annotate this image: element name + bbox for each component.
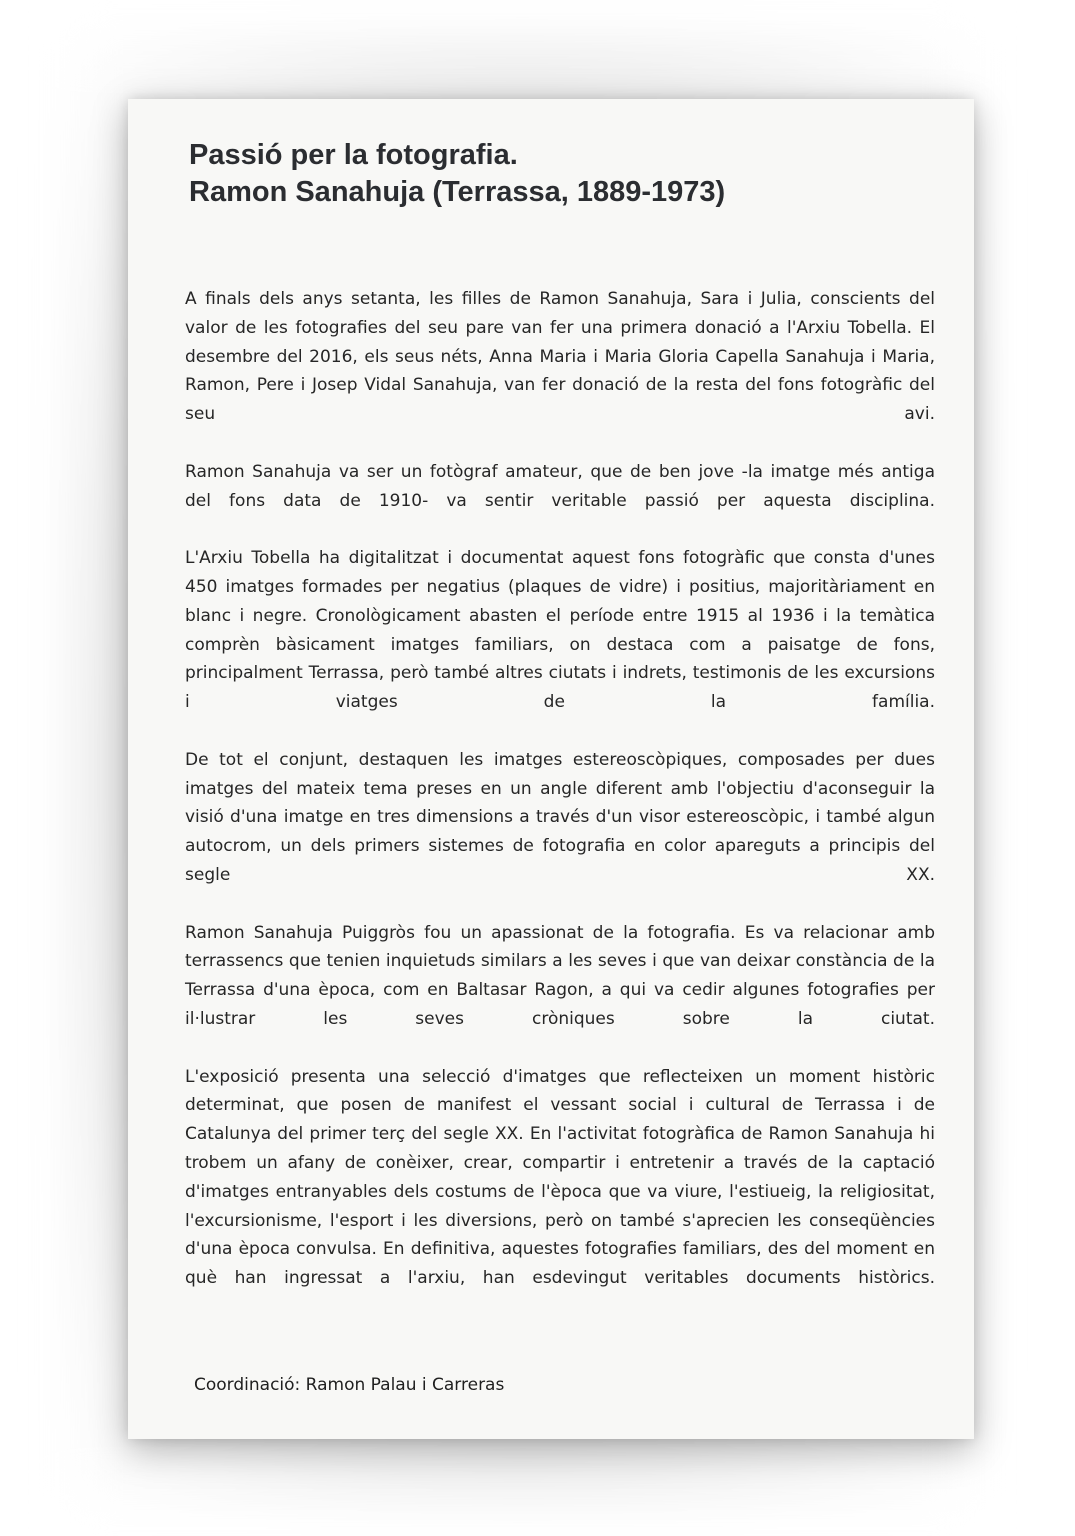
panel-body (185, 285, 935, 1322)
exhibition-text-panel (128, 99, 974, 1439)
coordination-credit: Coordinació: Ramon Palau i Carreras (194, 1375, 505, 1395)
paragraph-donation: A finals dels anys setanta, les filles de Ramon Sanahuja, Sara i Julia, conscients del valor de les fotografies del seu pare van fer una primera donació a l'Arxiu Tobella. El desembre del 2016, els seus néts, Anna Maria i Maria Gloria Capella Sanahuja i Maria, Ramon, Pere i Josep Vidal Sanahuja, van fer donació de la resta del fons fotogràfic del seu avi. (185, 289, 935, 425)
title-line-1: Passió per la fotografia. (189, 139, 518, 171)
panel-title (189, 137, 725, 211)
paragraph-stereoscopic: De tot el conjunt, destaquen les imatges estereoscòpiques, composades per dues imatges del mateix tema preses en un angle diferent amb l'objectiu d'aconseguir la visió d'una imatge en tres dimensions a través d'un visor estereoscòpic, i també algun autocrom, un dels primers sistemes de fotografia en color apareguts a principis del segle XX. (185, 749, 935, 885)
paragraph-relations: Ramon Sanahuja Puiggròs fou un apassionat de la fotografia. Es va relacionar amb terrassencs que tenien inquietuds similars a les seves i que van deixar constància de la Terrassa d'una època, com en Baltasar Ragon, a qui va cedir algunes fotografies per il·lustrar les seves cròniques sobre la ciutat. (185, 922, 935, 1029)
paragraph-collection: L'Arxiu Tobella ha digitalitzat i documentat aquest fons fotogràfic que consta d'unes 450 imatges formades per negatius (plaques de vidre) i positius, majoritàriament en blanc i negre. Cronològicament abasten el període entre 1915 al 1936 i la temàtica comprèn bàsicament imatges familiars, on destaca com a paisatge de fons, principalment Terrassa, però també altres ciutats i indrets, testimonis de les excursions i viatges de la família. (185, 548, 935, 713)
paragraph-amateur: Ramon Sanahuja va ser un fotògraf amateur, que de ben jove -la imatge més antiga del fons data de 1910- va sentir veritable passió per aquesta disciplina. (185, 461, 935, 511)
paragraph-exhibition: L'exposició presenta una selecció d'imatges que reflecteixen un moment històric determinat, que posen de manifest el vessant social i cultural de Terrassa i de Catalunya del primer terç del segle XX. En l'activitat fotogràfica de Ramon Sanahuja hi trobem un afany de conèixer, crear, compartir i entretenir a través de la captació d'imatges entranyables dels costums de l'època que va viure, l'estiueig, la religiositat, l'excursionisme, l'esport i les diversions, però on també s'aprecien les conseqüències d'una època convulsa. En definitiva, aquestes fotografies familiars, des del moment en què han ingressat a l'arxiu, han esdevingut veritables documents històrics. (185, 1066, 935, 1289)
title-line-2: Ramon Sanahuja (Terrassa, 1889-1973) (189, 176, 726, 208)
